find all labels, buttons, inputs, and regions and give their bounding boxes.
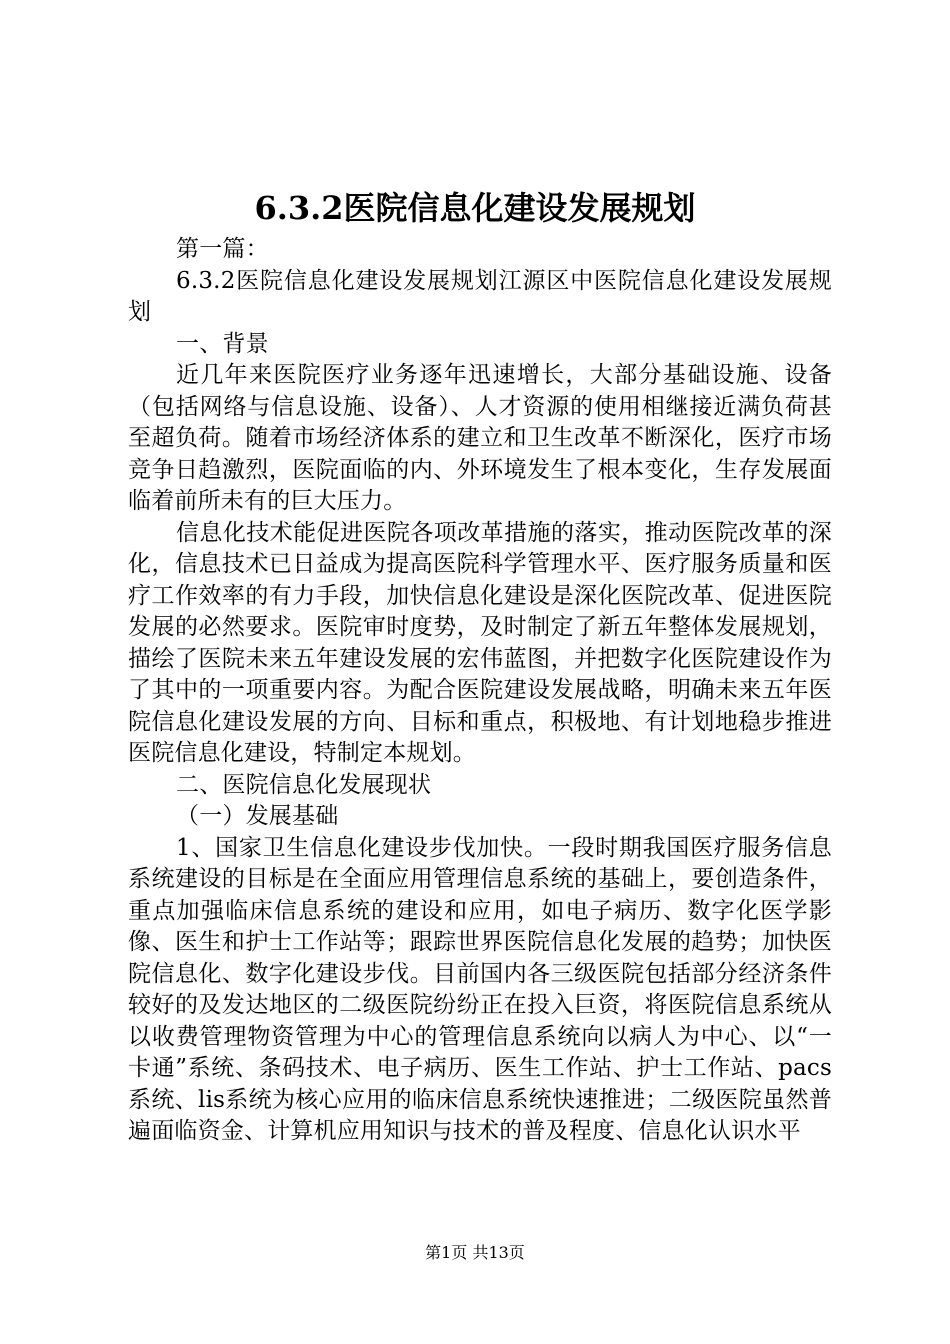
document-title: 6.3.2医院信息化建设发展规划: [254, 189, 696, 227]
paragraph-subtitle: 6.3.2医院信息化建设发展规划江源区中医院信息化建设发展规划: [128, 267, 832, 325]
page-footer: 第1页 共13页: [425, 1243, 525, 1262]
heading-development-basis: （一）发展基础: [176, 803, 339, 829]
heading-background: 一、背景: [176, 330, 269, 357]
document-body: [128, 234, 832, 1148]
heading-current-status: 二、医院信息化发展现状: [176, 771, 432, 798]
paragraph-it-value: 信息化技术能促进医院各项改革措施的落实，推动医院改革的深化，信息技术已日益成为提高医院科学管理水平、医疗服务质量和医疗工作效率的有力手段，加快信息化建设是深化医院改革、促进医院发展的必然要求。医院审时度势，及时制定了新五年整体发展规划，描绘了医院未来五年建设发展的宏伟蓝图，并把数字化医院建设作为了其中的一项重要内容。为配合医院建设发展战略，明确未来五年医院信息化建设发展的方向、目标和重点，积极地、有计划地稳步推进医院信息化建设，特制定本规划。: [128, 519, 832, 766]
paragraph-background: 近几年来医院医疗业务逐年迅速增长，大部分基础设施、设备（包括网络与信息设施、设备）、人才资源的使用相继接近满负荷甚至超负荷。随着市场经济体系的建立和卫生改革不断深化，医疗市场竞争日趋激烈，医院面临的内、外环境发生了根本变化，生存发展面临着前所未有的巨大压力。: [128, 362, 832, 514]
paragraph-section-label: 第一篇：: [176, 236, 269, 262]
paragraph-national-it: 1、国家卫生信息化建设步伐加快。一段时期我国医疗服务信息系统建设的目标是在全面应用管理信息系统的基础上，要创造条件，重点加强临床信息系统的建设和应用，如电子病历、数字化医学影像、医生和护士工作站等；跟踪世界医院信息化发展的趋势；加快医院信息化、数字化建设步伐。目前国内各三级医院包括部分经济条件较好的及发达地区的二级医院纷纷正在投入巨资，将医院信息系统从以收费管理物资管理为中心的管理信息系统向以病人为中心、以“一卡通”系统、条码技术、电子病历、医生工作站、护士工作站、pacs系统、lis系统为核心应用的临床信息系统快速推进；二级医院虽然普遍面临资金、计算机应用知识与技术的普及程度、信息化认识水平: [128, 834, 832, 1144]
